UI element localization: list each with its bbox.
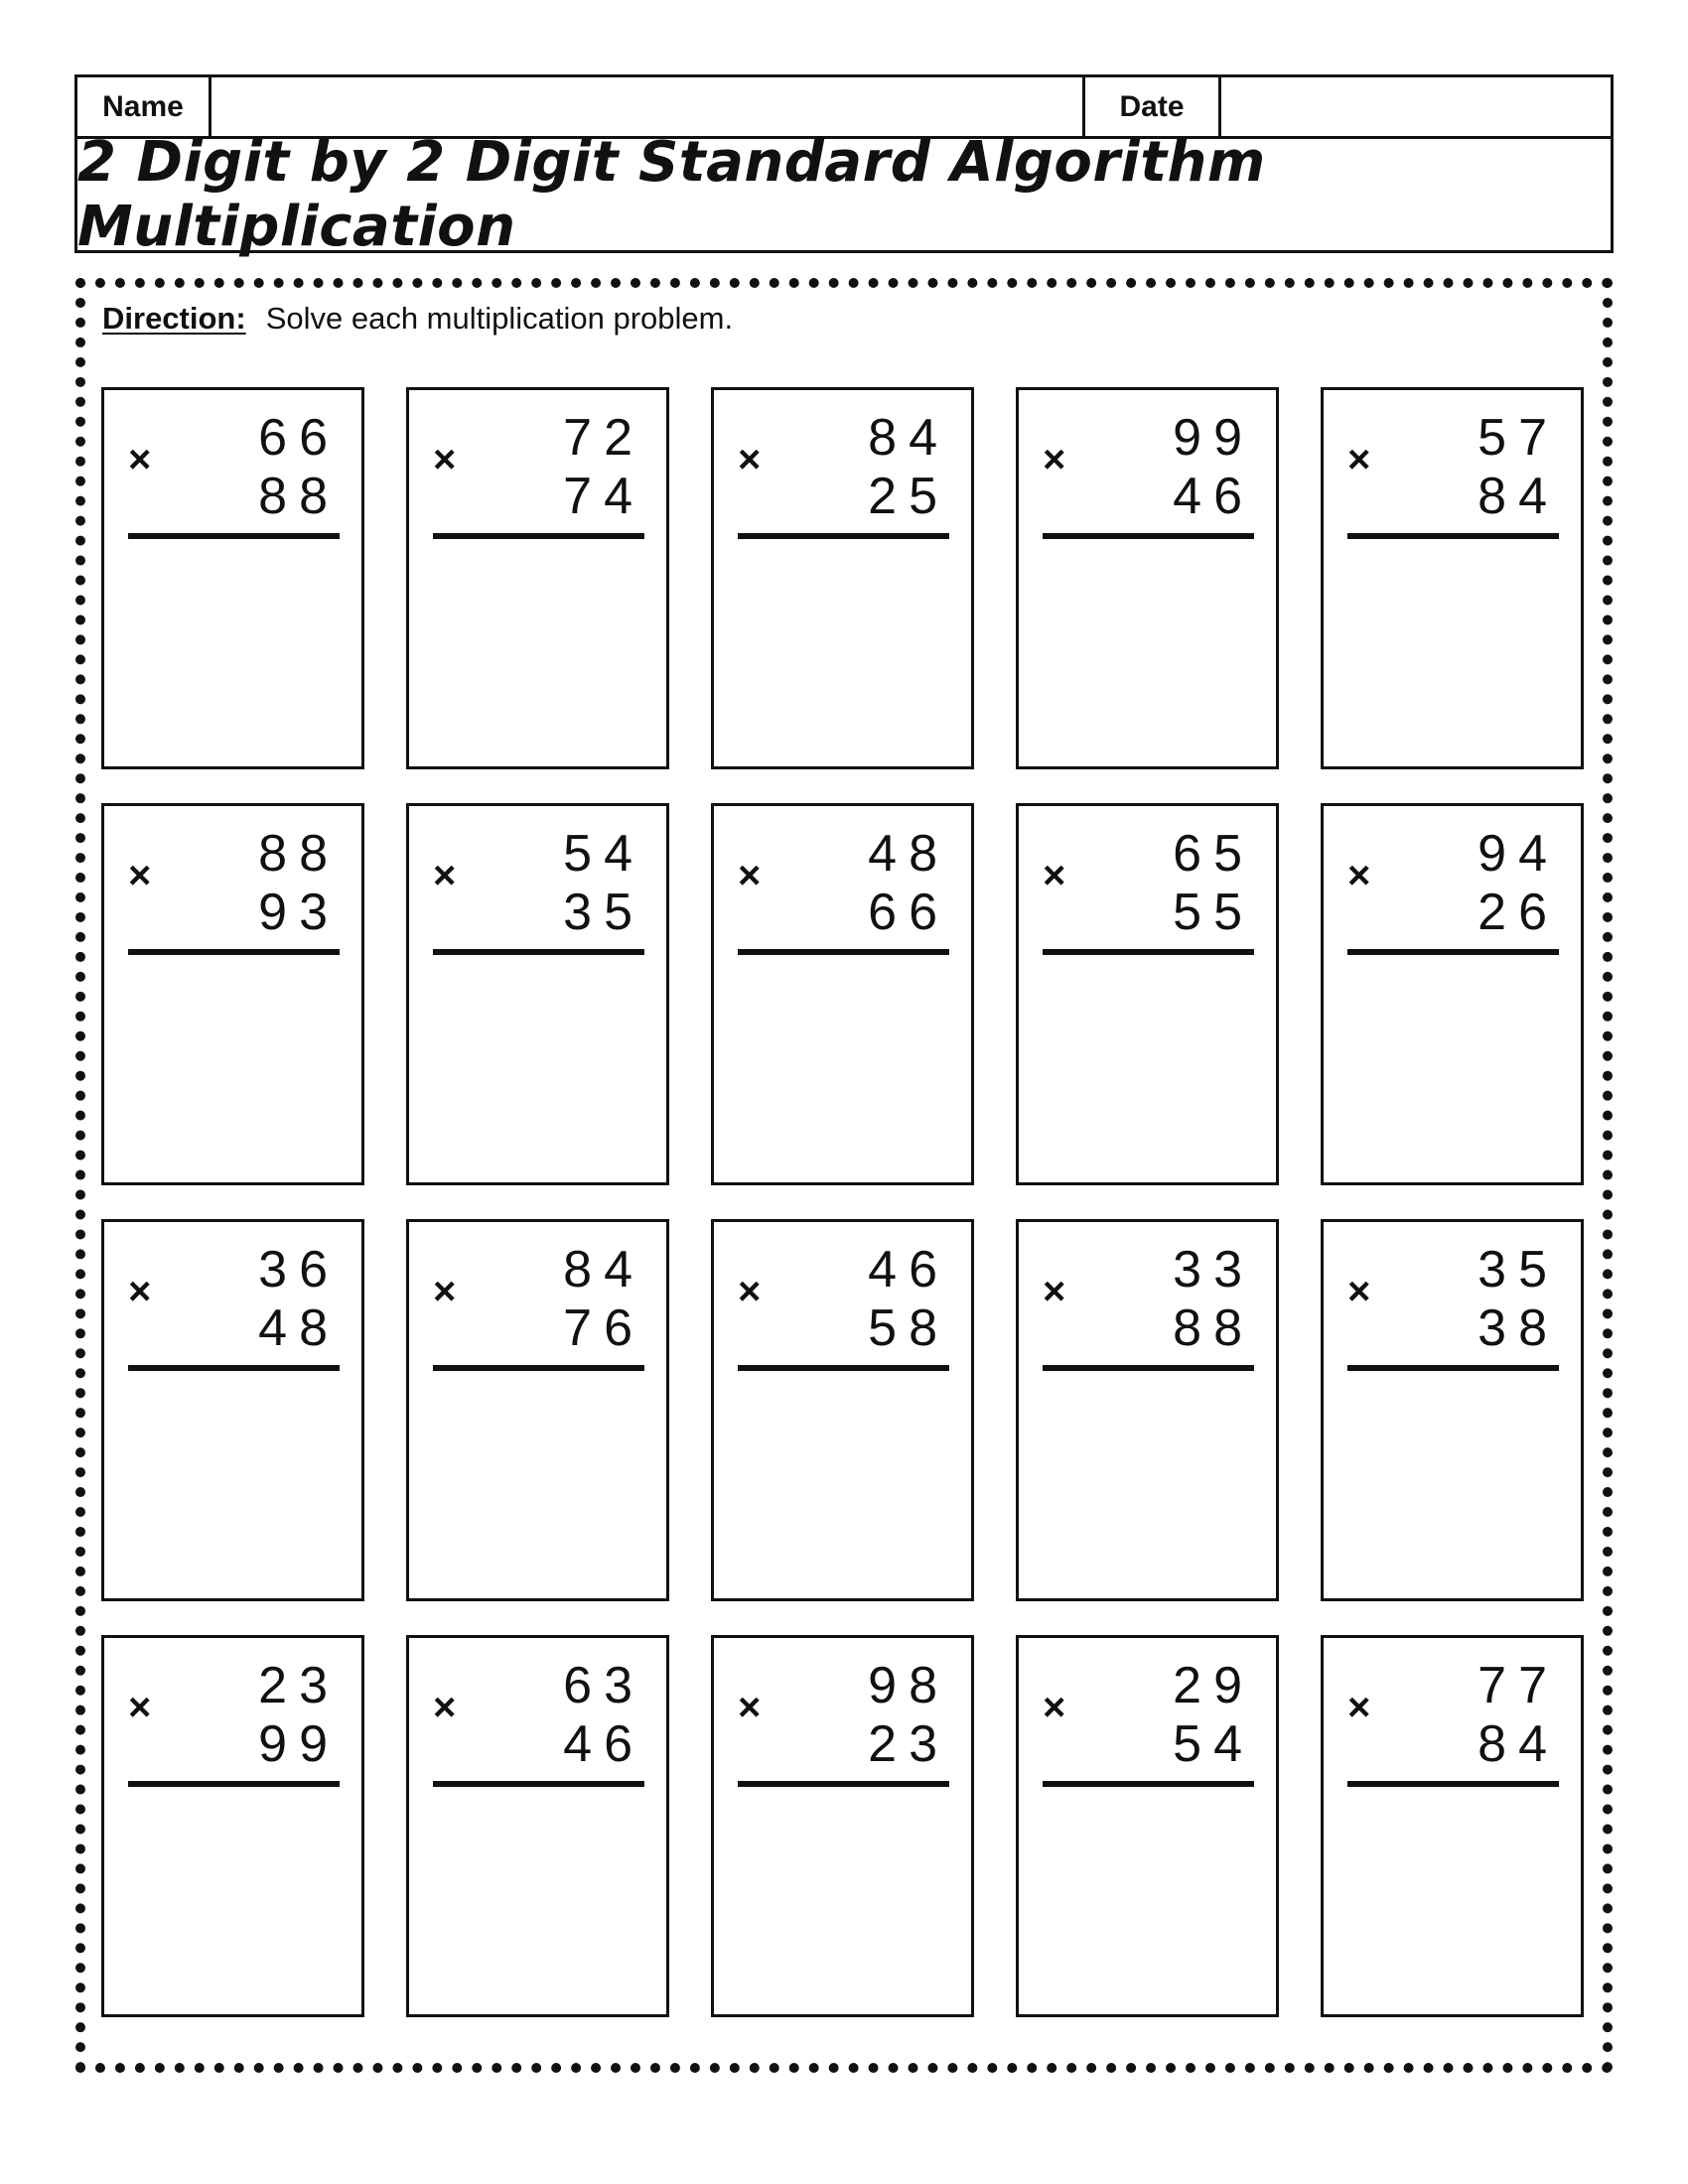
answer-line <box>1043 1781 1254 1787</box>
answer-line <box>738 533 949 539</box>
bottom-number: 58 <box>868 1299 949 1357</box>
answer-area[interactable] <box>1334 549 1571 756</box>
problem-card <box>1321 1635 1584 2017</box>
bottom-number: 46 <box>563 1715 644 1773</box>
problem-card <box>101 1635 364 2017</box>
answer-area[interactable] <box>1334 1381 1571 1588</box>
bottom-number: 23 <box>868 1715 949 1773</box>
answer-line <box>128 949 340 955</box>
problem-card <box>711 1219 974 1601</box>
answer-line <box>128 533 340 539</box>
date-field[interactable] <box>1221 77 1611 136</box>
header-box <box>74 74 1614 259</box>
bottom-number: 84 <box>1477 468 1559 525</box>
answer-line <box>433 1781 644 1787</box>
top-number: 98 <box>868 1657 949 1714</box>
top-number: 63 <box>563 1657 644 1714</box>
bottom-number: 35 <box>563 884 644 941</box>
multiply-sign: × <box>433 1686 457 1729</box>
bottom-number: 26 <box>1477 884 1559 941</box>
answer-area[interactable] <box>419 1381 656 1588</box>
multiply-sign: × <box>433 1270 457 1313</box>
problem-card <box>711 803 974 1185</box>
problem-card <box>711 1635 974 2017</box>
problem-card <box>406 387 669 769</box>
top-number: 88 <box>258 825 340 883</box>
answer-area[interactable] <box>1029 1797 1266 2004</box>
top-number: 99 <box>1173 409 1254 467</box>
multiply-sign: × <box>128 438 152 481</box>
top-number: 35 <box>1477 1241 1559 1298</box>
multiply-sign: × <box>1347 1686 1371 1729</box>
answer-area[interactable] <box>724 549 961 756</box>
multiply-sign: × <box>1043 1686 1066 1729</box>
answer-area[interactable] <box>114 1797 352 2004</box>
top-number: 48 <box>868 825 949 883</box>
problem-card <box>1016 1635 1279 2017</box>
answer-area[interactable] <box>1029 965 1266 1172</box>
multiply-sign: × <box>433 438 457 481</box>
top-number: 46 <box>868 1241 949 1298</box>
multiply-sign: × <box>128 854 152 897</box>
multiply-sign: × <box>738 1270 762 1313</box>
multiply-sign: × <box>738 1686 762 1729</box>
answer-line <box>433 533 644 539</box>
answer-line <box>433 1365 644 1371</box>
answer-line <box>738 1781 949 1787</box>
date-label: Date <box>1085 77 1221 136</box>
problem-card <box>101 387 364 769</box>
bottom-number: 74 <box>563 468 644 525</box>
answer-line <box>128 1781 340 1787</box>
direction-line <box>102 301 733 337</box>
top-number: 77 <box>1477 1657 1559 1714</box>
top-number: 72 <box>563 409 644 467</box>
problem-card <box>1321 803 1584 1185</box>
name-field[interactable] <box>211 77 1085 136</box>
answer-area[interactable] <box>724 965 961 1172</box>
problem-card <box>101 803 364 1185</box>
top-number: 36 <box>258 1241 340 1298</box>
bottom-number: 48 <box>258 1299 340 1357</box>
answer-area[interactable] <box>1334 965 1571 1172</box>
top-number: 23 <box>258 1657 340 1714</box>
answer-area[interactable] <box>114 549 352 756</box>
answer-area[interactable] <box>419 1797 656 2004</box>
bottom-number: 76 <box>563 1299 644 1357</box>
multiply-sign: × <box>128 1270 152 1313</box>
direction-label: Direction: <box>102 301 246 336</box>
answer-line <box>128 1365 340 1371</box>
multiply-sign: × <box>1043 438 1066 481</box>
bottom-number: 54 <box>1173 1715 1254 1773</box>
answer-area[interactable] <box>1334 1797 1571 2004</box>
worksheet-title: 2 Digit by 2 Digit Standard Algorithm Multiplication <box>77 130 1266 259</box>
answer-area[interactable] <box>1029 549 1266 756</box>
answer-line <box>738 1365 949 1371</box>
top-number: 33 <box>1173 1241 1254 1298</box>
answer-line <box>1347 533 1559 539</box>
top-number: 84 <box>868 409 949 467</box>
problem-card <box>1321 387 1584 769</box>
answer-line <box>1043 533 1254 539</box>
answer-area[interactable] <box>1029 1381 1266 1588</box>
bottom-number: 99 <box>258 1715 340 1773</box>
problem-card <box>1016 387 1279 769</box>
answer-line <box>738 949 949 955</box>
problem-card <box>1321 1219 1584 1601</box>
answer-line <box>1347 949 1559 955</box>
top-number: 29 <box>1173 1657 1254 1714</box>
top-number: 65 <box>1173 825 1254 883</box>
problem-card <box>406 1635 669 2017</box>
problem-card <box>1016 803 1279 1185</box>
direction-text: Solve each multiplication problem. <box>265 301 734 336</box>
answer-area[interactable] <box>724 1797 961 2004</box>
answer-line <box>433 949 644 955</box>
multiply-sign: × <box>1347 1270 1371 1313</box>
bottom-number: 93 <box>258 884 340 941</box>
bottom-number: 55 <box>1173 884 1254 941</box>
multiply-sign: × <box>738 438 762 481</box>
answer-area[interactable] <box>114 1381 352 1588</box>
problem-card <box>406 803 669 1185</box>
bottom-number: 46 <box>1173 468 1254 525</box>
top-number: 54 <box>563 825 644 883</box>
answer-area[interactable] <box>724 1381 961 1588</box>
bottom-number: 88 <box>258 468 340 525</box>
multiply-sign: × <box>738 854 762 897</box>
multiply-sign: × <box>1043 854 1066 897</box>
multiply-sign: × <box>1043 1270 1066 1313</box>
answer-line <box>1043 1365 1254 1371</box>
multiply-sign: × <box>1347 854 1371 897</box>
multiply-sign: × <box>1347 438 1371 481</box>
bottom-number: 66 <box>868 884 949 941</box>
bottom-number: 38 <box>1477 1299 1559 1357</box>
problem-card <box>1016 1219 1279 1601</box>
answer-line <box>1347 1365 1559 1371</box>
top-number: 66 <box>258 409 340 467</box>
name-input[interactable] <box>211 77 1082 136</box>
name-label: Name <box>77 77 211 136</box>
answer-area[interactable] <box>419 965 656 1172</box>
answer-area[interactable] <box>419 549 656 756</box>
top-number: 57 <box>1477 409 1559 467</box>
bottom-number: 84 <box>1477 1715 1559 1773</box>
date-input[interactable] <box>1221 77 1611 136</box>
bottom-number: 88 <box>1173 1299 1254 1357</box>
problem-card <box>711 387 974 769</box>
answer-line <box>1347 1781 1559 1787</box>
problem-card <box>406 1219 669 1601</box>
multiply-sign: × <box>128 1686 152 1729</box>
top-number: 84 <box>563 1241 644 1298</box>
answer-line <box>1043 949 1254 955</box>
problem-grid <box>101 387 1584 2015</box>
problem-card <box>101 1219 364 1601</box>
multiply-sign: × <box>433 854 457 897</box>
bottom-number: 25 <box>868 468 949 525</box>
top-number: 94 <box>1477 825 1559 883</box>
answer-area[interactable] <box>114 965 352 1172</box>
